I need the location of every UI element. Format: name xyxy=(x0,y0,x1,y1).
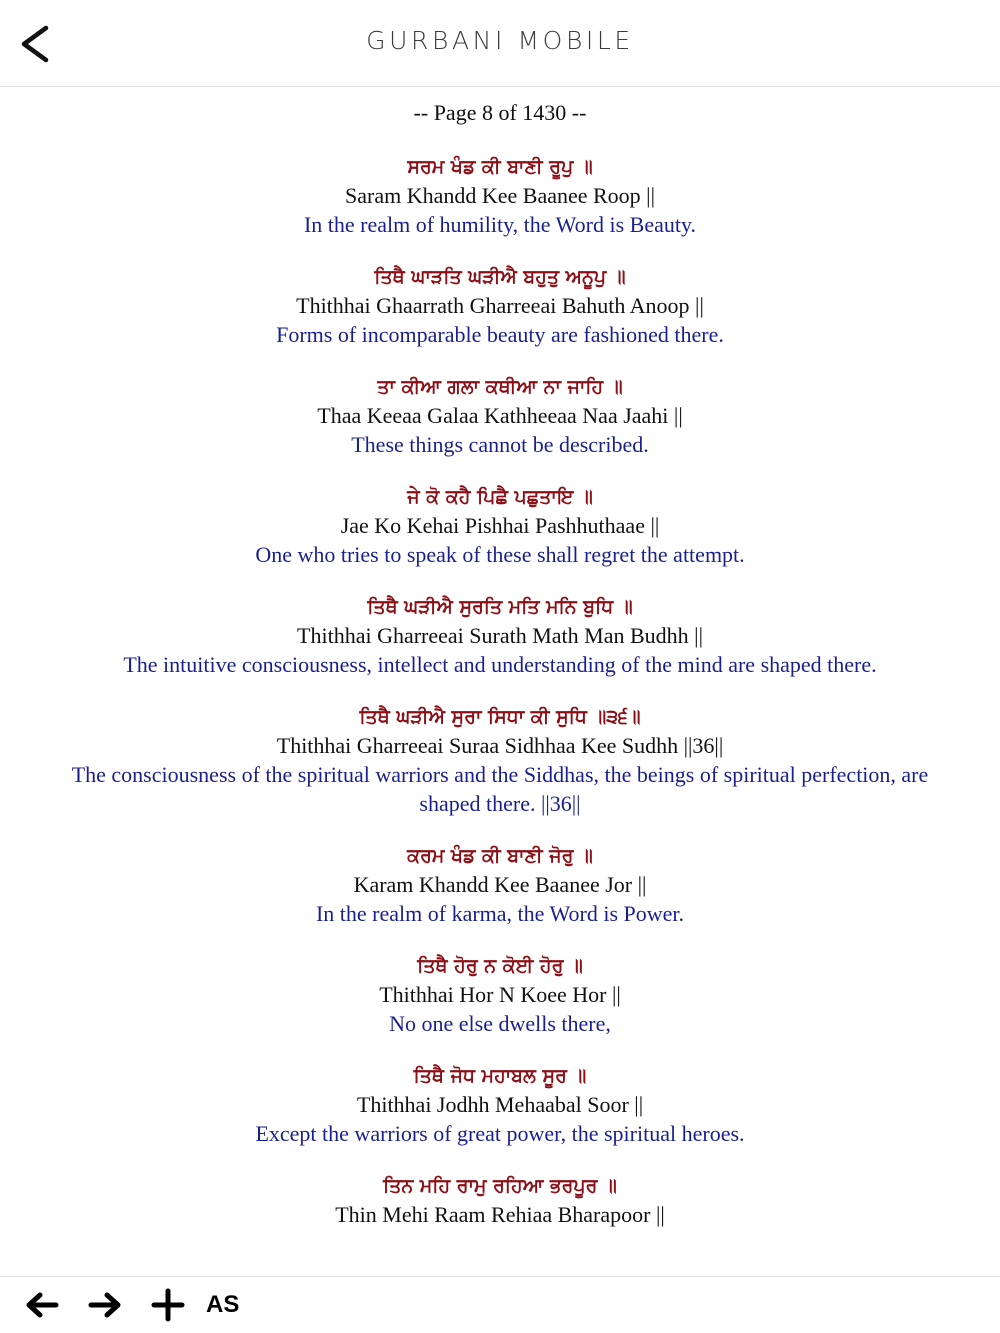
gurmukhi-line: ਤਿਥੈ ਜੋਧ ਮਹਾਬਲ ਸੂਰ ॥ xyxy=(413,1065,587,1087)
transliteration-line: Thin Mehi Raam Rehiaa Bharapoor || xyxy=(335,1202,665,1227)
transliteration-line: Saram Khandd Kee Baanee Roop || xyxy=(345,183,655,208)
transliteration-line: Thithhai Jodhh Mehaabal Soor || xyxy=(356,1092,644,1117)
app-header xyxy=(0,0,1000,87)
gurmukhi-line: ਤਿਨ ਮਹਿ ਰਾਮੁ ਰਹਿਆ ਭਰਪੂਰ ॥ xyxy=(383,1175,617,1197)
gurmukhi-line: ਤਿਥੈ ਘਾੜਤਿ ਘੜੀਐ ਬਹੁਤੁ ਅਨੂਪੁ ॥ xyxy=(374,266,626,288)
verse-line xyxy=(0,1062,1000,1148)
add-button[interactable] xyxy=(148,1287,188,1325)
gurmukhi-line: ਜੇ ਕੋ ਕਹੈ ਪਿਛੈ ਪਛੁਤਾਇ ॥ xyxy=(407,486,593,508)
page-indicator: -- Page 8 of 1430 -- xyxy=(413,100,587,125)
transliteration-line: Karam Khandd Kee Baanee Jor || xyxy=(353,872,647,897)
verse-line xyxy=(0,483,1000,569)
auto-scroll-button[interactable]: AS xyxy=(206,1291,240,1318)
scripture-page[interactable] xyxy=(0,86,1000,1276)
transliteration-line: Thithhai Hor N Koee Hor || xyxy=(379,982,621,1007)
translation-line: In the realm of karma, the Word is Power. xyxy=(315,901,685,926)
previous-page-button[interactable] xyxy=(22,1287,62,1325)
verse-line xyxy=(0,952,1000,1038)
verse-line xyxy=(0,153,1000,239)
translation-line: The consciousness of the spiritual warriors and the Siddhas, the beings of spiritual perfection, are shaped there. ||36|| xyxy=(71,762,929,816)
gurmukhi-line: ਤਿਥੈ ਘੜੀਐ ਸੁਰਤਿ ਮਤਿ ਮਨਿ ਬੁਧਿ ॥ xyxy=(367,596,633,618)
verse-line xyxy=(0,263,1000,349)
verse-line xyxy=(0,593,1000,679)
translation-line: One who tries to speak of these shall regret the attempt. xyxy=(255,542,745,567)
gurmukhi-line: ਤਾ ਕੀਆ ਗਲਾ ਕਥੀਆ ਨਾ ਜਾਹਿ ॥ xyxy=(377,376,623,398)
app-title: GURBANI MOBILE xyxy=(366,26,634,55)
verse-line xyxy=(0,842,1000,928)
gurmukhi-line: ਤਿਥੈ ਹੋਰੁ ਨ ਕੋਈ ਹੋਰੁ ॥ xyxy=(417,955,583,977)
arrow-right-icon xyxy=(87,1287,123,1323)
transliteration-line: Thaa Keeaa Galaa Kathheeaa Naa Jaahi || xyxy=(317,403,683,428)
transliteration-line: Thithhai Ghaarrath Gharreeai Bahuth Anoop || xyxy=(296,293,704,318)
gurmukhi-line: ਤਿਥੈ ਘੜੀਐ ਸੁਰਾ ਸਿਧਾ ਕੀ ਸੁਧਿ ॥੩੬॥ xyxy=(359,706,641,728)
verse-line xyxy=(0,1172,1000,1229)
transliteration-line: Thithhai Gharreeai Surath Math Man Budhh || xyxy=(297,623,703,648)
transliteration-line: Jae Ko Kehai Pishhai Pashhuthaae || xyxy=(340,513,660,538)
verse-line xyxy=(0,703,1000,818)
bottom-toolbar xyxy=(0,1276,1000,1333)
arrow-left-icon xyxy=(24,1287,60,1323)
translation-line: Forms of incomparable beauty are fashioned there. xyxy=(276,322,724,347)
plus-icon xyxy=(150,1287,186,1323)
gurmukhi-line: ਸਰਮ ਖੰਡ ਕੀ ਬਾਣੀ ਰੂਪੁ ॥ xyxy=(407,156,593,178)
transliteration-line: Thithhai Gharreeai Suraa Sidhhaa Kee Sudhh ||36|| xyxy=(276,733,724,758)
verse-line xyxy=(0,373,1000,459)
translation-line: No one else dwells there, xyxy=(389,1011,611,1036)
gurmukhi-line: ਕਰਮ ਖੰਡ ਕੀ ਬਾਣੀ ਜੋਰੁ ॥ xyxy=(407,845,593,867)
translation-line: Except the warriors of great power, the spiritual heroes. xyxy=(255,1121,745,1146)
translation-line: In the realm of humility, the Word is Beauty. xyxy=(303,212,697,237)
next-page-button[interactable] xyxy=(85,1287,125,1325)
translation-line: These things cannot be described. xyxy=(351,432,649,457)
translation-line: The intuitive consciousness, intellect and understanding of the mind are shaped there. xyxy=(123,652,877,677)
